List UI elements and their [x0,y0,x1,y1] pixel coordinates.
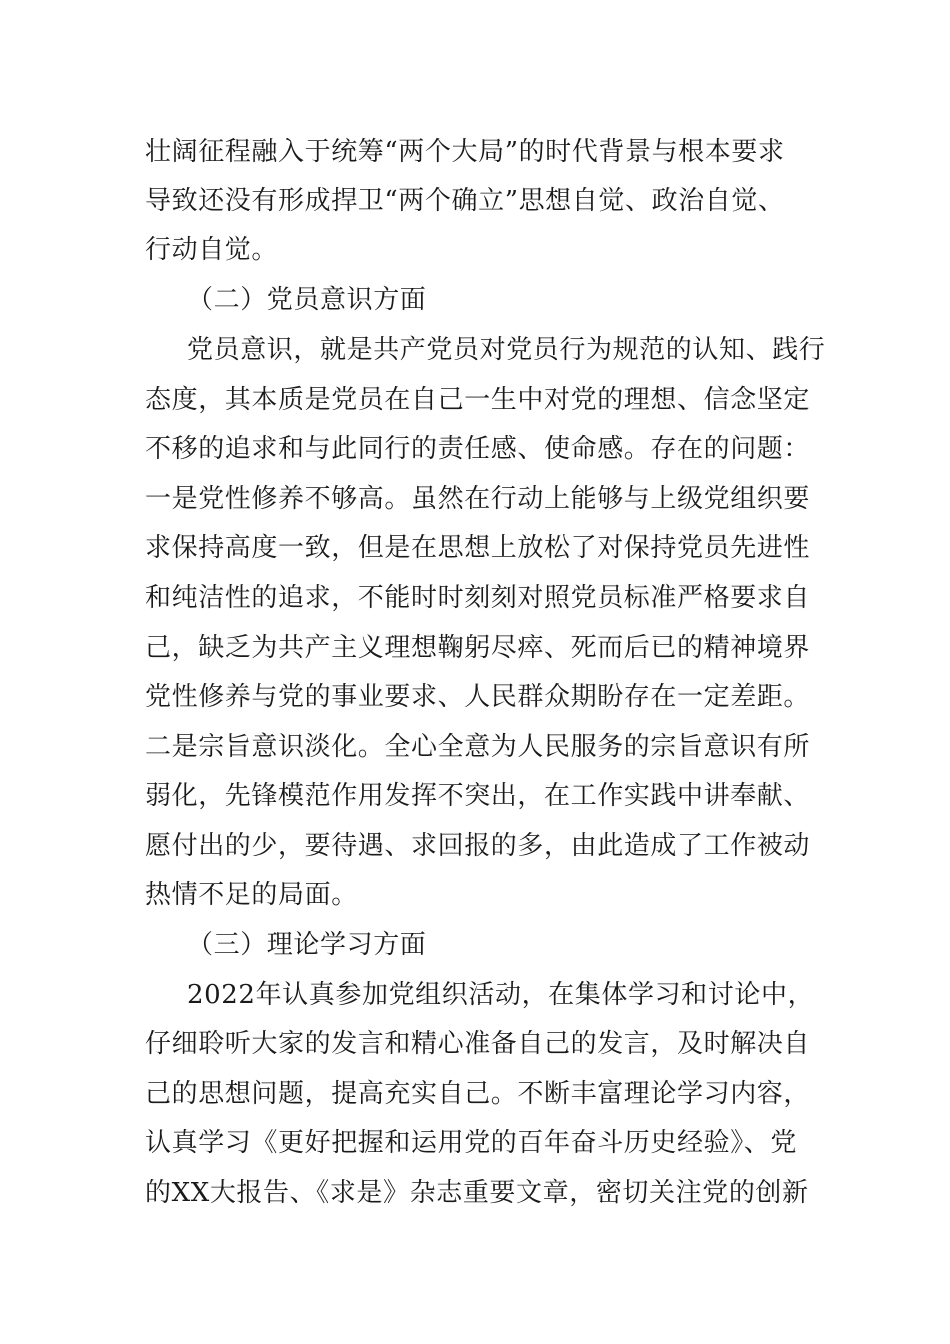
text-line: 导致还没有形成捍卫“两个确立”思想自觉、政治自觉、 [145,186,785,216]
text-line: 求保持高度一致，但是在思想上放松了对保持党员先进性 [145,533,811,563]
text-line: 党性修养与党的事业要求、人民群众期盼存在一定差距。 [145,682,811,712]
text-line: 弱化，先锋模范作用发挥不突出，在工作实践中讲奉献、 [145,781,811,811]
text-line: 二是宗旨意识淡化。全心全意为人民服务的宗旨意识有所 [145,732,811,762]
text-line: 愿付出的少，要待遇、求回报的多，由此造成了工作被动 [145,831,811,861]
text-line: 行动自觉。 [145,235,279,265]
text-line: 壮阔征程融入于统筹“两个大局”的时代背景与根本要求 [145,137,785,167]
text-line: 认真学习《更好把握和运用党的百年奋斗历史经验》、党 [145,1128,798,1158]
text-line: 热情不足的局面。 [145,880,358,910]
text-line: 己的思想问题，提高充实自己。不断丰富理论学习内容， [145,1079,811,1109]
text-line: 的XX大报告、《求是》杂志重要文章，密切关注党的创新 [145,1178,809,1208]
section-heading: （二）党员意识方面 [187,285,427,315]
text-line: 2022年认真参加党组织活动，在集体学习和讨论中， [187,980,815,1010]
text-line: 一是党性修养不够高。虽然在行动上能够与上级党组织要 [145,484,811,514]
text-line: 不移的追求和与此同行的责任感、使命感。存在的问题： [145,434,811,464]
text-line: 己，缺乏为共产主义理想鞠躬尽瘁、死而后已的精神境界 [145,633,811,663]
section-heading: （三）理论学习方面 [187,930,427,960]
text-line: 态度，其本质是党员在自己一生中对党的理想、信念坚定 [145,385,811,415]
text-line: 和纯洁性的追求，不能时时刻刻对照党员标准严格要求自 [145,583,811,613]
text-line: 党员意识，就是共产党员对党员行为规范的认知、践行 [187,335,826,365]
text-line: 仔细聆听大家的发言和精心准备自己的发言，及时解决自 [145,1029,811,1059]
